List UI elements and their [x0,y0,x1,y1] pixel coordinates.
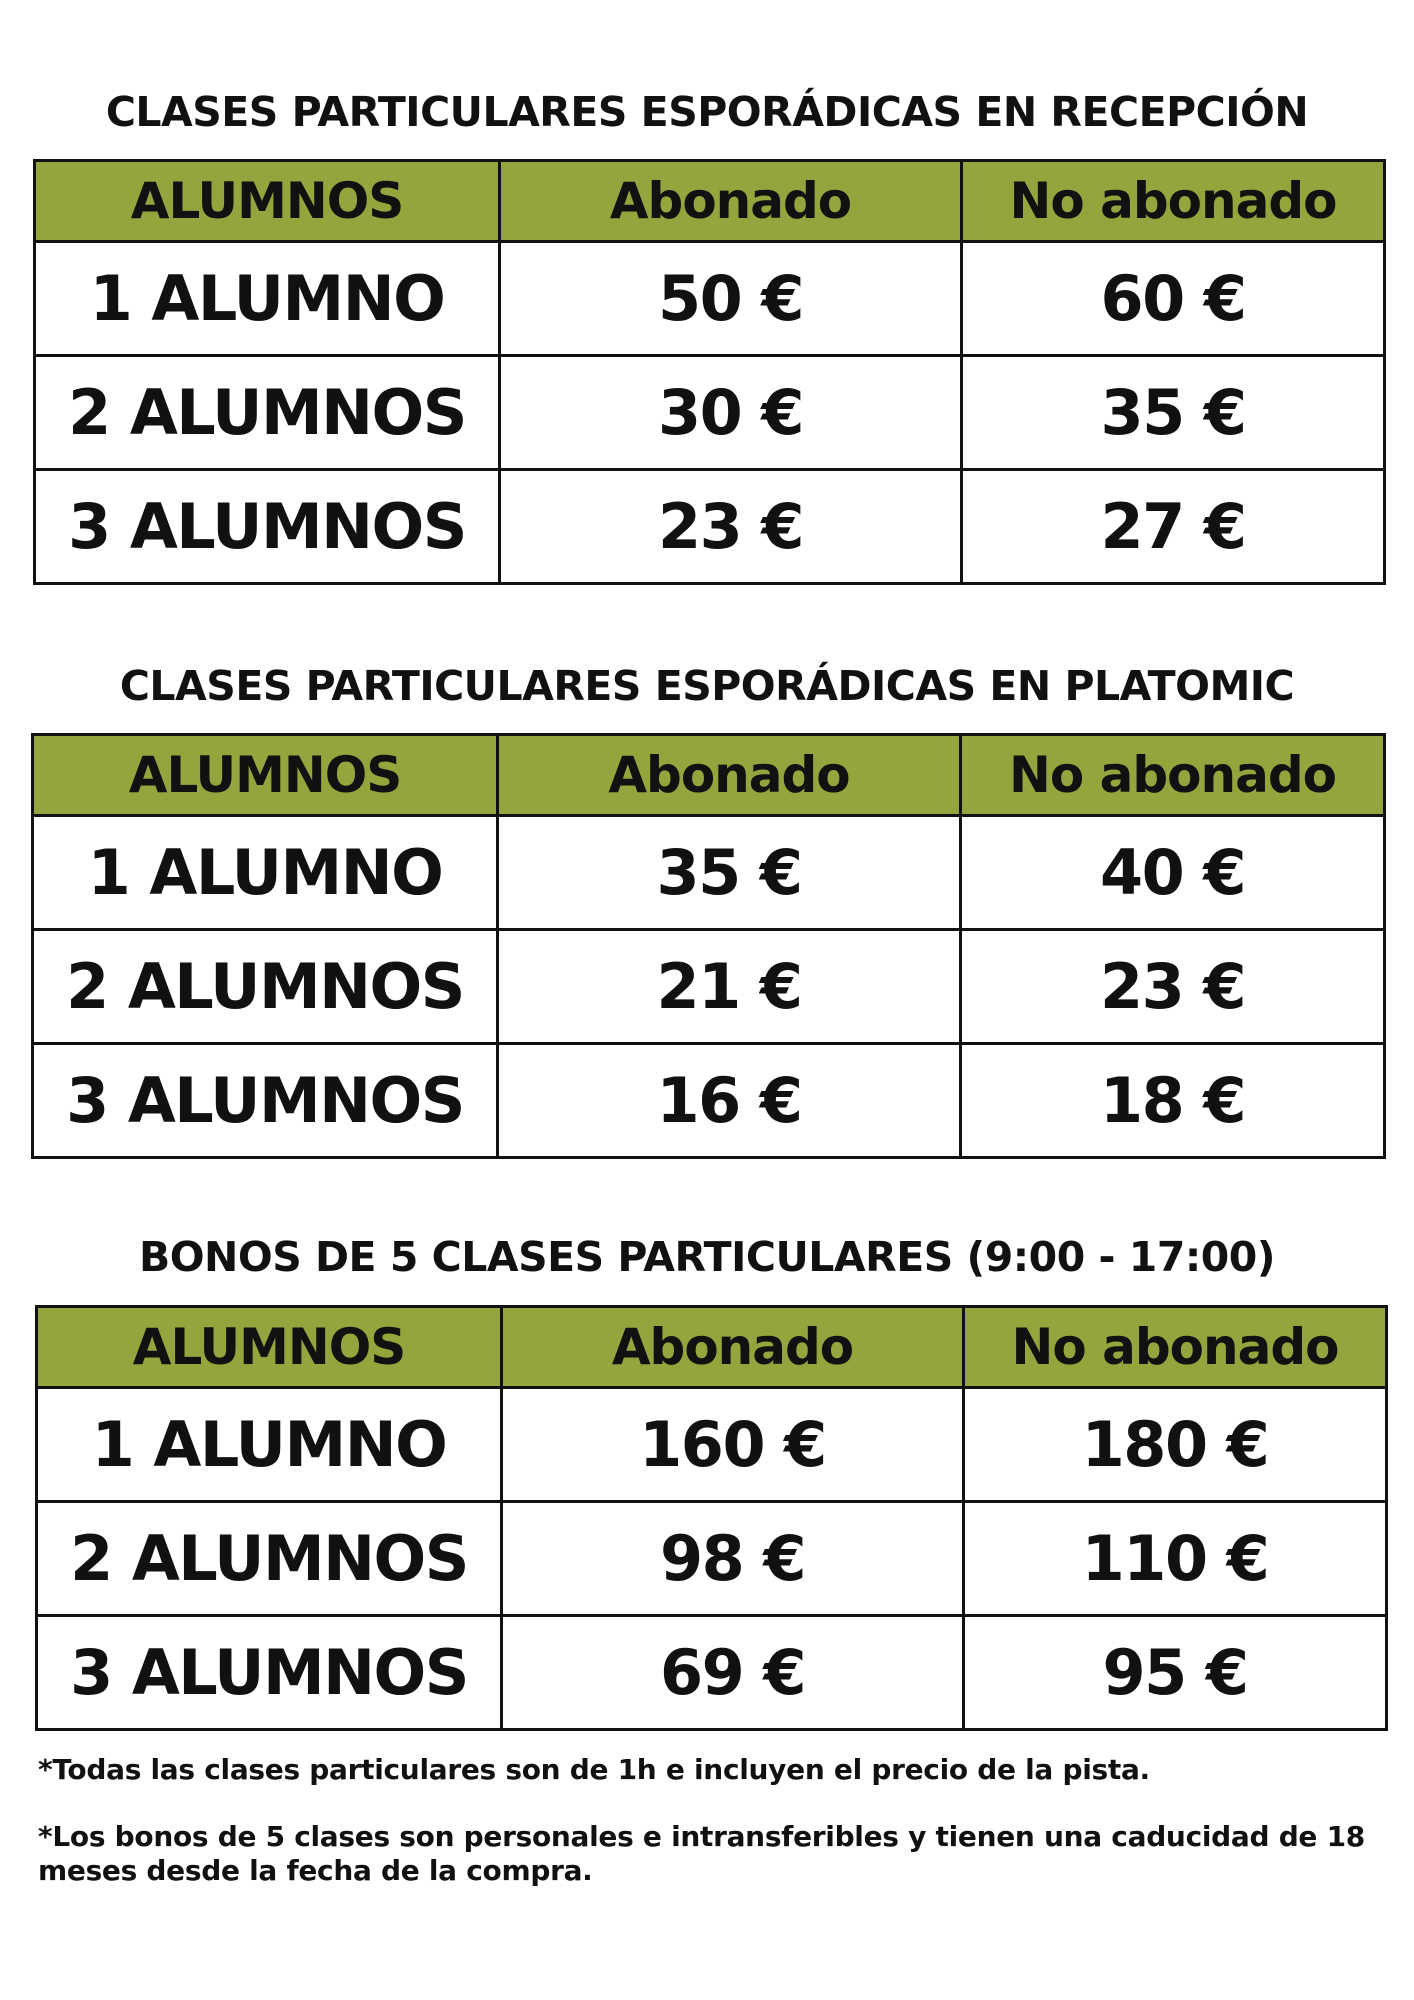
row-label: 3 ALUMNOS [33,1044,498,1158]
footnote-bonos: *Los bonos de 5 clases son personales e intransferibles y tienen una caducidad de 18 meses desde la fecha de la compra. [38,1820,1365,1887]
price-no-abonado: 95 € [964,1616,1387,1730]
table-row [35,470,1385,584]
section-title-bonos: BONOS DE 5 CLASES PARTICULARES (9:00 - 17:00) [138,1233,1276,1281]
price-no-abonado: 110 € [964,1502,1387,1616]
row-label: 2 ALUMNOS [37,1502,502,1616]
column-header-abonado: Abonado [498,735,961,816]
column-header-abonado: Abonado [500,161,962,242]
footnote-duration: *Todas las clases particulares son de 1h e incluyen el precio de la pista. [38,1753,1150,1786]
row-label: 3 ALUMNOS [37,1616,502,1730]
row-label: 2 ALUMNOS [33,930,498,1044]
price-table-recepcion [33,159,1386,585]
table-row [33,816,1385,930]
price-abonado: 23 € [500,470,962,584]
column-header-no-abonado: No abonado [964,1307,1387,1388]
table-row [37,1616,1387,1730]
price-table-bonos [35,1305,1388,1731]
column-header-no-abonado: No abonado [962,161,1385,242]
price-abonado: 160 € [502,1388,964,1502]
price-no-abonado: 40 € [961,816,1385,930]
table-row [37,1502,1387,1616]
table-header-row [35,161,1385,242]
price-no-abonado: 35 € [962,356,1385,470]
price-table-platomic [31,733,1386,1159]
price-abonado: 21 € [498,930,961,1044]
row-label: 1 ALUMNO [37,1388,502,1502]
table-header-row [33,735,1385,816]
price-no-abonado: 27 € [962,470,1385,584]
section-title-recepcion: CLASES PARTICULARES ESPORÁDICAS EN RECEPCIÓN [105,88,1309,136]
table-header-row [37,1307,1387,1388]
column-header-no-abonado: No abonado [961,735,1385,816]
table-row [35,242,1385,356]
price-no-abonado: 60 € [962,242,1385,356]
row-label: 1 ALUMNO [35,242,500,356]
row-label: 1 ALUMNO [33,816,498,930]
price-no-abonado: 180 € [964,1388,1387,1502]
price-abonado: 98 € [502,1502,964,1616]
column-header-alumnos: ALUMNOS [37,1307,502,1388]
price-abonado: 50 € [500,242,962,356]
column-header-alumnos: ALUMNOS [33,735,498,816]
table-row [33,930,1385,1044]
section-title-platomic: CLASES PARTICULARES ESPORÁDICAS EN PLATOMIC [119,662,1295,710]
table-row [33,1044,1385,1158]
price-abonado: 16 € [498,1044,961,1158]
table-row [37,1388,1387,1502]
price-no-abonado: 23 € [961,930,1385,1044]
price-abonado: 35 € [498,816,961,930]
price-abonado: 69 € [502,1616,964,1730]
row-label: 3 ALUMNOS [35,470,500,584]
price-abonado: 30 € [500,356,962,470]
table-row [35,356,1385,470]
column-header-abonado: Abonado [502,1307,964,1388]
row-label: 2 ALUMNOS [35,356,500,470]
column-header-alumnos: ALUMNOS [35,161,500,242]
price-no-abonado: 18 € [961,1044,1385,1158]
